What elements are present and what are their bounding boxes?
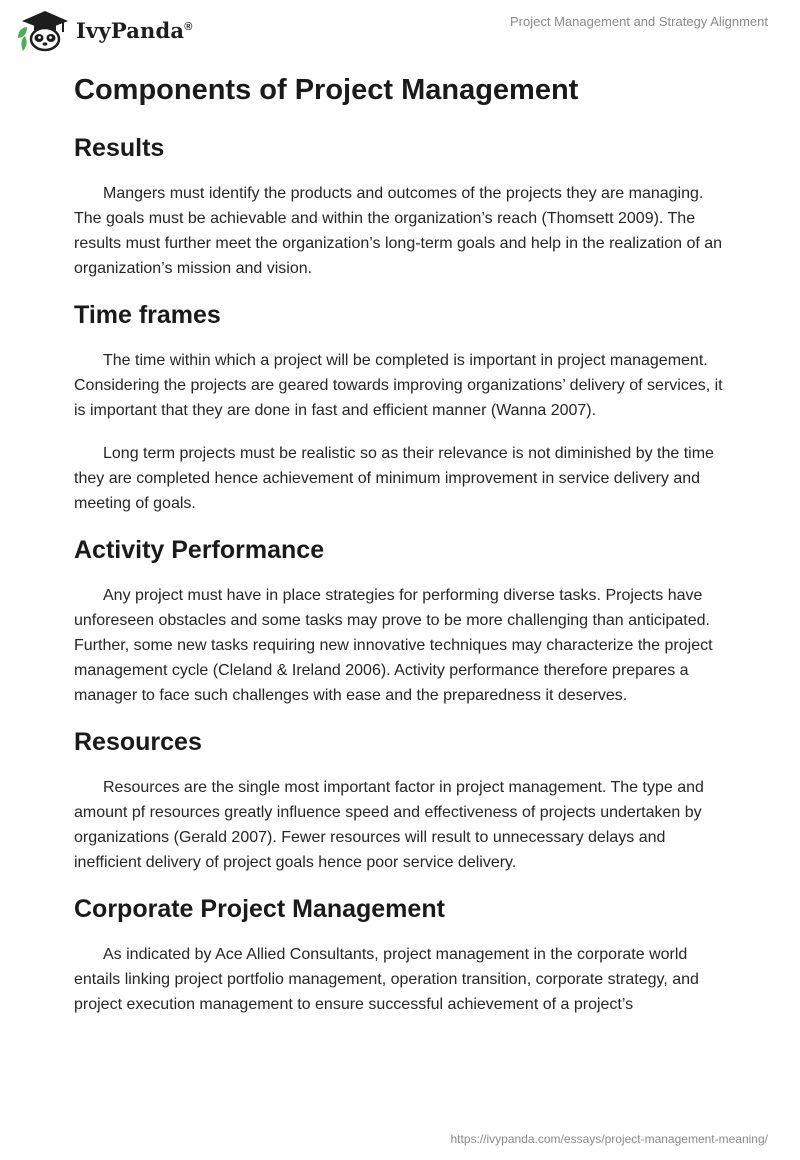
paragraph-corporate-project-management: As indicated by Ace Allied Consultants, project management in the corporate world entails linking project portfolio management, operation transition, corporate strategy, and project execution management to ensure successful achievement of a project’s xyxy=(74,946,699,1013)
paragraph-resources: Resources are the single most important factor in project management. The type and amount pf resources greatly influence speed and effectiveness of projects undertaken by organizations (Gerald 2007). Fewer resources will result to unnecessary delays and inefficient delivery of project goals hence poor service delivery. xyxy=(74,779,704,871)
section-heading-corporate-project-management: Corporate Project Management xyxy=(74,895,445,923)
section-heading-activity-performance: Activity Performance xyxy=(74,536,325,564)
paragraph-activity-performance: Any project must have in place strategies for performing diverse tasks. Projects have unforeseen obstacles and some tasks may prove to be more challenging than anticipated. Further, some new tasks requiring new innovative techniques may characterize the project management cycle (Cleland & Ireland 2006). Activity performance therefore prepares a manager to face such challenges with ease and the preparedness it deserves. xyxy=(74,587,713,704)
document-title: Project Management and Strategy Alignment xyxy=(510,14,768,29)
article-body xyxy=(74,70,734,1035)
section-heading-resources: Resources xyxy=(74,728,202,756)
logo-wordmark: IvyPanda® xyxy=(76,17,193,43)
panda-graduate-icon xyxy=(14,8,74,52)
source-url-link[interactable]: https://ivypanda.com/essays/project-management-meaning/ xyxy=(450,1132,768,1146)
ivypanda-logo[interactable] xyxy=(14,8,193,52)
paragraph-time-frames-2: Long term projects must be realistic so as their relevance is not diminished by the time they are completed hence achievement of minimum improvement in service delivery and meeting of goals. xyxy=(74,445,714,512)
page-title: Components of Project Management xyxy=(74,74,579,106)
paragraph-time-frames-1: The time within which a project will be completed is important in project management. Considering the projects are geared towards improving organizations’ delivery of services, it is important that they are done in fast and efficient manner (Wanna 2007). xyxy=(74,352,723,419)
paragraph-results: Mangers must identify the products and outcomes of the projects they are managing. The goals must be achievable and within the organization’s reach (Thomsett 2009). The results must further meet the organization’s long-term goals and help in the realization of an organization’s mission and vision. xyxy=(74,185,723,277)
section-heading-time-frames: Time frames xyxy=(74,301,221,329)
page-header xyxy=(0,0,800,60)
section-heading-results: Results xyxy=(74,134,165,162)
